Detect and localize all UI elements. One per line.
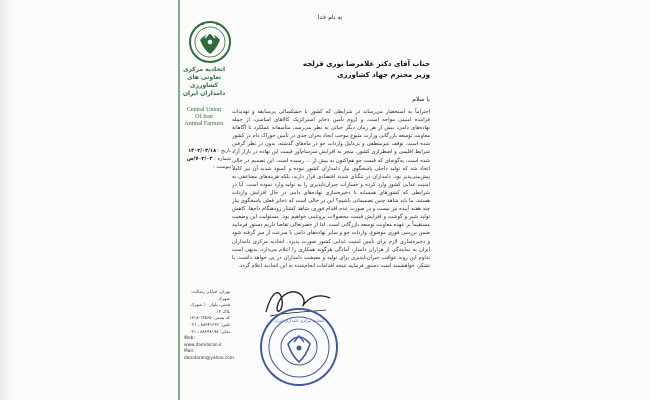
union-emblem-icon — [188, 20, 232, 64]
number-value: ۷۰۳/۰۳/ص — [186, 156, 213, 162]
website-text: Web: www.damdaran.ir — [184, 336, 222, 348]
letter-meta — [183, 147, 231, 171]
addressee-block: جناب آقای دکتر غلامرضا نوری قزلجه وزیر محترم جهاد کشاورزی — [302, 60, 430, 79]
contact-block: تهران، خیابان رسالت، شهرک قدس، بلوار ۱۰ شهرک پلاک ۱۲ کد پستی: ۱۴۵۶۵-۱۳۱۸ تلفن: ۸۸۳۴۱۲۳۶ ـ ۰۲۱ نمابر: ۸۸۳۴۸۱۹۸ ـ ۰۲۱ Web: www.damdaran.ir Mail: damdaran@yahoo.com — [184, 290, 234, 361]
bismillah-heading: به نام خدا — [317, 14, 343, 21]
org-name-persian: اتحادیه مرکزی تعاونی های کشاورزی دامداران ایران — [182, 66, 226, 97]
email-text: Mail: damdaran@yahoo.com — [184, 349, 234, 361]
date-value: ۱۴۰۳/۰۴/۱۸ — [188, 148, 217, 154]
date-row: تاریخ : ۱۴۰۳/۰۴/۱۸ — [188, 148, 231, 154]
attachment-row: پیوست : — [213, 164, 231, 170]
seal-caption: اتحادیه مرکزی دامداران ایران — [274, 318, 324, 323]
number-row: شماره : ۷۰۳/۰۳/ص — [186, 156, 231, 162]
salutation: با سلام — [412, 96, 430, 103]
page-edge-shadow — [0, 0, 12, 400]
letterhead-divider — [178, 0, 180, 400]
letter-body: احتراماً به استحضار می‌رساند در شرایطی که کشور با خشکسالی بی‌سابقه و تهدیدات فزاینده امنیتی مواجه است، و لزوم تأمین ذخایر استراتژیک کالاهای اساسی، از جمله نهاده‌های دامی، بیش از هر زمان دیگر حیاتی به نظر می‌رسد، متأسفانه عملکرد نا آگاهانه معاونت توسعه بازرگانی وزارت متبوع موجب ایجاد بحران جدی در تأمین خوراک دام در کشور شده است. توقف غیرمنطقی و بی‌دلیل واردات جو در ماه‌های گذشته، بدون در نظر گرفتن شرایط اقلیمی و اضطراری کشور، منجر به افزایش سرسام‌آور قیمت این نهاده در بازار آزاد شده است، به‌گونه‌ای که قیمت جو هم‌اکنون به بیش از ... رسیده است. این تصمیم در حالی اتخاذ شد که تولید داخلی پاسخگوی نیاز دامداران کشور نبوده و کمبود شدید آن نیز کاملاً پیش‌بینی‌پذیر بود. دامداران در تنگنای شدید اقتصادی قرار دارند، بلکه هزینه‌های مضاعفی به امنیت غذایی کشور وارد کرده و خسارات جبران‌ناپذیری را به تولید وارد نموده است. آیا در شرایطی که کشورهای همسایه با ذخیره‌سازی نهاده‌های دامی در حال افزایش واردات هستند، ما باید شاهد چنین تصمیماتی باشیم؟ این در حالی است که ذخایر فعلی پاسخگوی نیاز چند هفته آینده نیز نیست و در صورت عدم اقدام فوری، شاهد کشتار زودهنگام دام‌ها، کاهش تولید شیر و گوشت و افزایش قیمت محصولات پروتئینی خواهیم بود. مسئولیت این وضعیت مستقیماً بر عهده معاونت توسعه بازرگانی است. لذا از حضرتعالی تقاضا داریم دستور فرمایید ضمن بررسی فوری موضوع، واردات جو و سایر نهاده‌های دامی با سرعت از سر گرفته شود و ذخیره‌سازی لازم برای تأمین امنیت غذایی کشور صورت پذیرد. اتحادیه مرکزی دامداران ایران به نمایندگی از هزاران دامدار، آمادگی هرگونه همکاری را اعلام می‌دارد. بدیهی است تداوم این روند عواقب جبران‌ناپذیری برای تولید و معیشت دامداران در پی خواهد داشت. با تشکر، خواهشمند است دستور فرمایید نتیجه اقدامات انجام‌شده به این اتحادیه اعلام گردد. — [232, 109, 430, 269]
org-name-english: Central Union Of Iran Animal Farmers — [184, 107, 224, 127]
